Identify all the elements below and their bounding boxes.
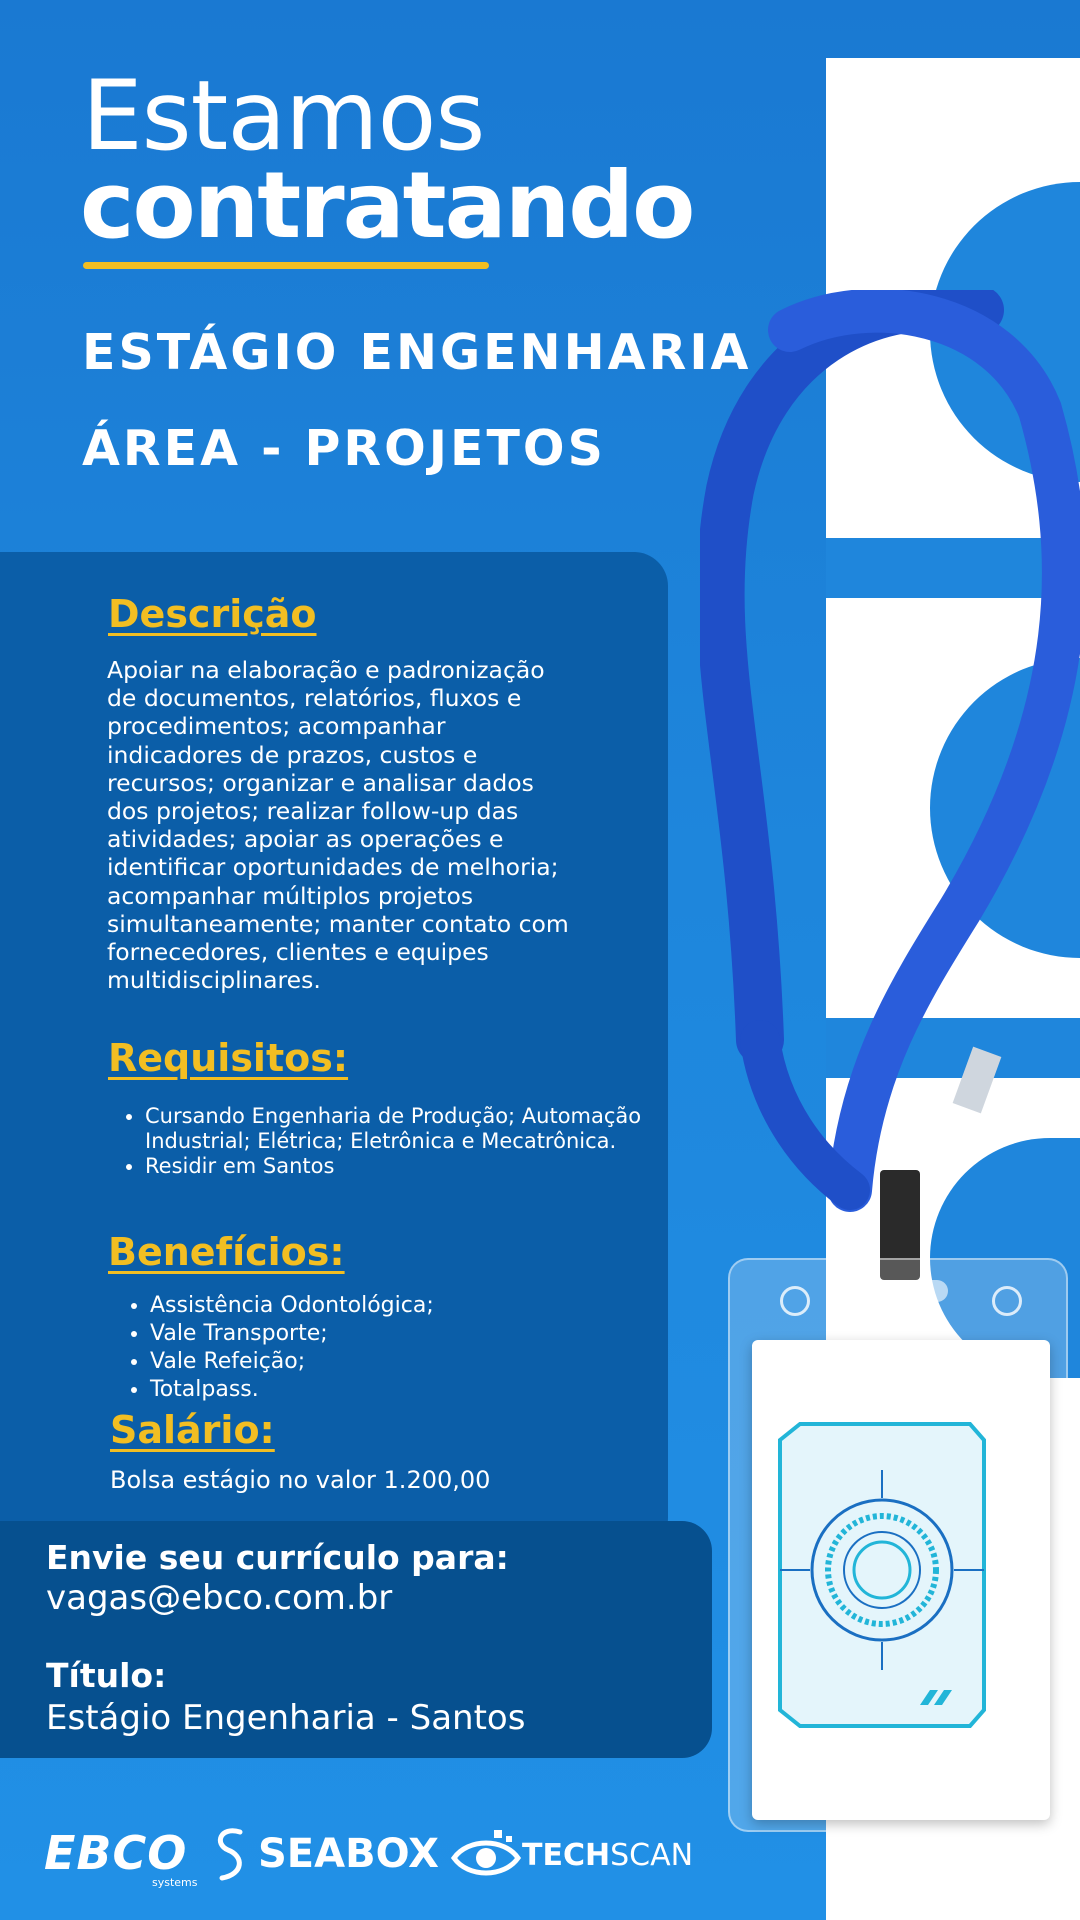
headline-line-2: contratando — [80, 152, 694, 259]
salary-text: Bolsa estágio no valor 1.200,00 — [110, 1466, 491, 1494]
description-heading: Descrição — [108, 592, 317, 636]
benefits-list-container — [112, 1292, 612, 1404]
techscan-logo — [522, 1838, 693, 1873]
send-resume-label: Envie seu currículo para: — [46, 1538, 509, 1577]
headline-underline — [83, 262, 489, 269]
requirements-heading: Requisitos: — [108, 1036, 349, 1080]
lanyard-badge-icon — [700, 290, 1080, 1290]
list-item: • Assistência Odontológica; — [150, 1292, 612, 1320]
benefits-list — [112, 1292, 612, 1404]
circuit-circle-icon — [770, 1420, 992, 1730]
techscan-eye-icon — [450, 1826, 522, 1882]
list-item: • Residir em Santos — [145, 1154, 667, 1179]
subject-label: Título: — [46, 1656, 167, 1695]
seabox-s-icon — [214, 1826, 248, 1884]
position-title: ESTÁGIO ENGENHARIA — [82, 324, 752, 381]
requirements-list-container — [107, 1104, 667, 1179]
badge-card — [752, 1340, 1050, 1820]
description-text: Apoiar na elaboração e padronização de documentos, relatórios, fluxos e procedimentos; acompanhar indicadores de prazos, custos e recursos; organizar e analisar dados dos projetos; realizar follow-up das atividades; apoiar as operações e identificar oportunidades de melhoria; acompanhar múltiplos projetos simultaneamente; manter contato com fornecedores, clientes e equipes multidisciplinares. — [107, 656, 569, 995]
techscan-logo-part-2: SCAN — [610, 1838, 694, 1873]
list-item: • Vale Transporte; — [150, 1320, 612, 1348]
ebco-logo-subtitle: systems — [152, 1876, 198, 1889]
subject-value: Estágio Engenharia - Santos — [46, 1698, 526, 1738]
position-area: ÁREA - PROJETOS — [82, 420, 606, 477]
salary-heading: Salário: — [110, 1408, 275, 1452]
contact-email[interactable]: vagas@ebco.com.br — [46, 1578, 393, 1618]
ebco-logo: EBCO — [44, 1826, 188, 1880]
list-item: • Totalpass. — [150, 1376, 612, 1404]
list-item: • Cursando Engenharia de Produção; Automação Industrial; Elétrica; Eletrônica e Mecatrônica. — [145, 1104, 667, 1154]
list-item: • Vale Refeição; — [150, 1348, 612, 1376]
techscan-logo-part-1: TECH — [522, 1838, 611, 1873]
benefits-heading: Benefícios: — [108, 1230, 345, 1274]
seabox-logo: SEABOX — [258, 1831, 439, 1877]
requirements-list — [107, 1104, 667, 1179]
headline-line-1: Estamos — [82, 60, 485, 172]
